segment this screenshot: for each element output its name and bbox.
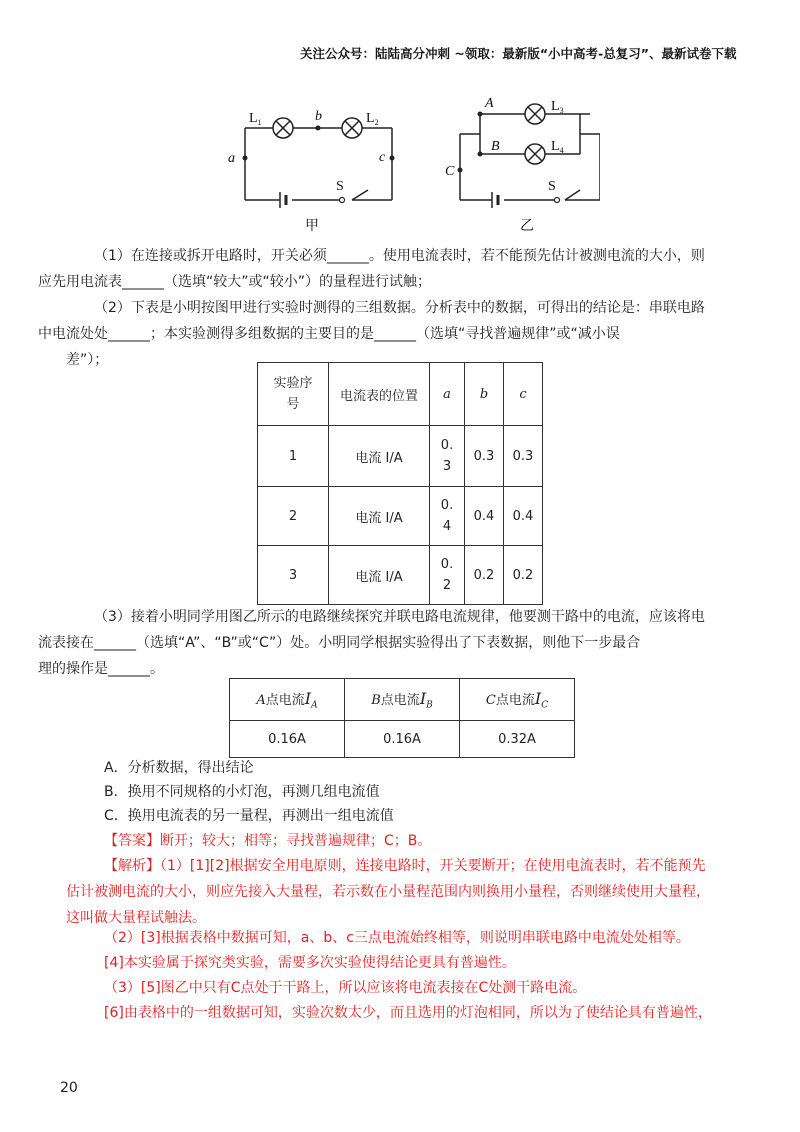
lamp-l2-icon [342, 118, 362, 138]
svg-text:S: S [336, 179, 344, 194]
svg-text:L4: $L_4$ [551, 139, 564, 155]
option-b: B．换用不同规格的小灯泡，再测几组电流值 [104, 784, 380, 800]
analysis-line7: [6]由表格中的一组数据可知，实验次数太少，而且选用的灯泡相同，所以为了使结论具有普遍性， [104, 1005, 712, 1021]
answer: 【答案】断开；较大；相等；寻找普遍规律；C；B。 [104, 833, 432, 849]
header-a: a [430, 363, 465, 426]
analysis-line5: [4]本实验属于探究类实验，需要多次实验使得结论更具有普遍性。 [104, 955, 516, 971]
analysis-cont: 估计被测电流的大小，则应先接入大量程，若示数在小量程范围内则换用小量程，否则继续使用大量程， 这叫做大量程试触法。 [66, 884, 710, 926]
svg-text:B: B [491, 139, 500, 154]
svg-text:L3: $L_3$ [551, 99, 564, 115]
table-row: 2 电流 I/A 0.4 0.4 0.4 [258, 487, 543, 546]
header-ic: C点电流$I_C$ [460, 679, 575, 721]
svg-text:C: C [445, 164, 455, 179]
table-row: 1 电流 I/A 0.3 0.3 0.3 [258, 426, 543, 487]
lamp-l3-icon [525, 104, 545, 124]
series-data-table [257, 362, 543, 605]
lamp-l1-icon [273, 118, 293, 138]
svg-text:S: S [548, 179, 556, 194]
option-a: A．分析数据，得出结论 [104, 760, 254, 776]
circuit-diagrams [220, 90, 600, 235]
svg-text:c: c [379, 150, 386, 165]
parallel-data-table [229, 678, 575, 758]
svg-text:L2: $L_2$ [366, 111, 379, 127]
svg-text:L1: $L_1$ [249, 111, 262, 127]
question-2: （2）下表是小明按图甲进行实验时测得的三组数据。分析表中的数据，可得出的结论是：串联电路 中电流处处______；本实验测得多组数据的主要目的是______（选填“寻找普遍规律”或“减小误 差”）； [38, 300, 705, 368]
svg-text:乙: 乙 [520, 219, 534, 234]
analysis-line6: （3）[5]图乙中只有C点处于干路上，所以应该将电流表接在C处测干路电流。 [104, 980, 587, 996]
svg-text:a: a [228, 151, 235, 166]
question-3: （3）接着小明同学用图乙所示的电路继续探究并联电路电流规律，他要测干路中的电流，应该将电 流表接在______（选填“A”、“B”或“C”）处。小明同学根据实验得出了下表数据，则他下一步最合 理的操作是______。 [38, 609, 705, 677]
header-c: c [504, 363, 543, 426]
table-row: 0.16A 0.16A 0.32A [230, 721, 575, 758]
header-ia: A点电流$I_A$ [230, 679, 345, 721]
page-header: 关注公众号：陆陆高分冲刺 ~领取：最新版“小中高考-总复习”、最新试卷下载 [300, 46, 737, 61]
analysis-line4: （2）[3]根据表格中数据可知，a、b、c三点电流始终相等，则说明串联电路中电流处处相等。 [104, 930, 690, 946]
svg-text:A: A [485, 96, 494, 111]
question-1: （1）在连接或拆开电路时，开关必须______。使用电流表时，若不能预先估计被测电流的大小，则 应先用电流表______（选填“较大”或“较小”）的量程进行试触； [38, 248, 705, 290]
svg-text:甲: 甲 [305, 219, 319, 234]
header-position: 电流表的位置 [329, 363, 430, 426]
option-c: C．换用电流表的另一量程，再测出一组电流值 [104, 808, 394, 824]
header-trial: 实验序号 [273, 376, 313, 412]
header-b: b [465, 363, 504, 426]
header-ib: B点电流$I_B$ [345, 679, 460, 721]
svg-text:b: b [315, 109, 322, 124]
table-row: 3 电流 I/A 0.2 0.2 0.2 [258, 546, 543, 605]
page-number: 20 [60, 1080, 78, 1096]
lamp-l4-icon [525, 144, 545, 164]
analysis: 【解析】（1）[1][2]根据安全用电原则，连接电路时，开关要断开；在使用电流表时，若不能预先 [104, 858, 706, 874]
